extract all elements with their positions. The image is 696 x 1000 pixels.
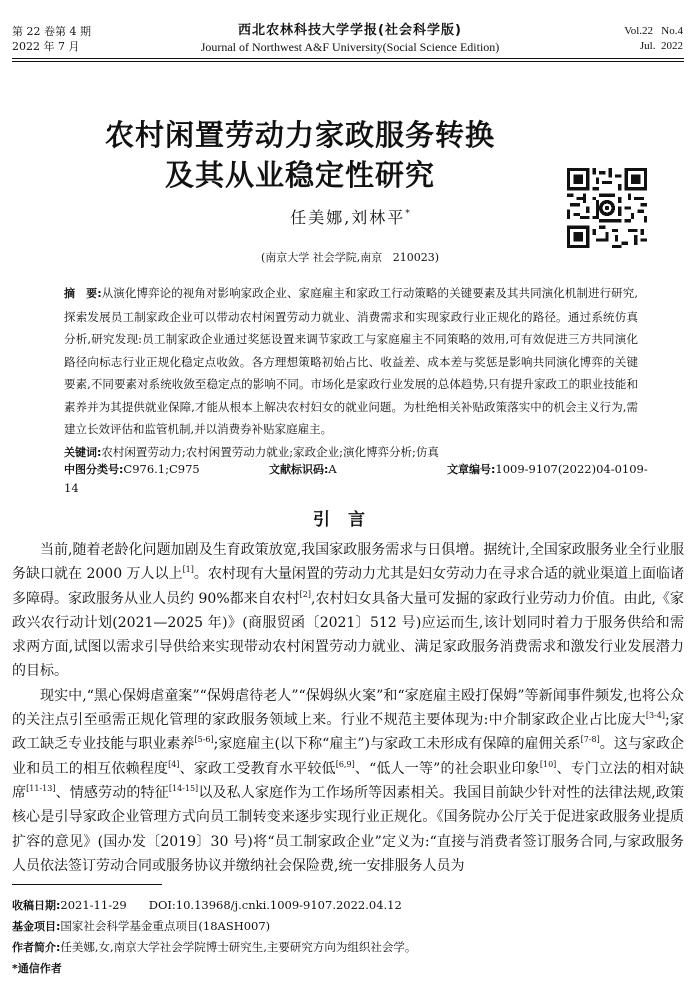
text-run: 、情感劳动的特征 <box>55 784 169 801</box>
text-run: ;家政工缺乏专业技能与职业素养 <box>12 712 684 753</box>
citation-ref[interactable]: [7-8] <box>580 735 600 745</box>
received-label: 收稿日期: <box>12 899 61 912</box>
article-number-value: 1009-9107(2022)04-0109-14 <box>64 462 648 495</box>
funding-value: 国家社会科学基金重点项目(18ASH007) <box>60 919 271 933</box>
text-run: ,农村妇女具备大量可发掘的家政行业劳动力价值。由此,《家政兴农行动计划(2021—2025 年)》(商服贸函〔2021〕512 号)应运而生,该计划同时着力于服务供给和需求两方面,试图以需求引导供给来实现带动农村闲置劳动力就业、满足家政服务消费需求和激发行业发展潜力的目标。 <box>12 590 684 680</box>
journal-name-en: Journal of Northwest A&F University(Social Science Edition) <box>200 40 500 54</box>
issue-volume: 第 22 卷第 4 期 <box>12 25 91 38</box>
paper-title-line1: 农村闲置劳动力家政服务转换 <box>104 118 495 152</box>
citation-ref[interactable]: [6,9] <box>335 759 355 769</box>
journal-name <box>150 22 550 55</box>
keywords-label: 关键词: <box>64 445 102 459</box>
paper-title-line2: 及其从业稳定性研究 <box>164 158 435 192</box>
body-text <box>12 538 684 878</box>
clc-label: 中图分类号: <box>64 463 124 476</box>
funding <box>12 916 684 937</box>
keywords-text: 农村闲置劳动力;农村闲置劳动力就业;家政企业;演化博弈分析;仿真 <box>101 444 439 459</box>
affiliation: (南京大学 社会学院,南京 210023) <box>260 251 440 264</box>
corresponding-label: *通信作者 <box>12 962 62 975</box>
doi[interactable]: DOI:10.13968/j.cnki.1009-9107.2022.04.12 <box>148 898 402 912</box>
author-bio <box>12 937 684 958</box>
text-run: 。这与家政企业和员工的相互依赖程度 <box>12 736 684 777</box>
text-run: 。农村现有大量闲置的劳动力尤其是妇女劳动力在寻求合适的就业渠道上面临诸多障碍。家政服务从业人员约 90%都来自农村 <box>12 566 684 607</box>
text-run: 、专门立法的相对缺席 <box>12 760 684 801</box>
funding-label: 基金项目: <box>12 920 61 933</box>
text-run: 、“低人一等”的社会职业印象 <box>354 760 540 777</box>
issue-date: 2022 年 7 月 <box>12 40 80 53</box>
doc-code-label: 文献标识码: <box>269 463 329 476</box>
corresponding-mark: * <box>405 209 410 219</box>
author-names: 任美娜,刘林平 <box>290 208 406 227</box>
issue-info <box>12 24 91 54</box>
paragraph <box>12 684 684 878</box>
abstract-text: 从演化博弈论的视角对影响家政企业、家庭雇主和家政工行动策略的关键要素及其共同演化机制进行研究,探索发展员工制家政企业可以带动农村闲置劳动力就业、消费需求和实现家政行业正规化的路径。通过系统仿真分析,研究发现:员工制家政企业通过奖惩设置来调节家政工与家庭雇主不同策略的效用,可有效促进三方共同演化路径向标志行业正规化稳定点收敛。各方理想策略初始占比、收益差、成本差与奖惩是影响共同演化博弈的关键要素,不同要素对系统收敛至稳定点的影响不同。市场化是家政行业发展的总体趋势,只有提升家政工的职业技能和素养并为其提供就业保障,才能从根本上解决农村妇女的就业问题。为杜绝相关补贴政策落实中的机会主义行为,需建立长效评估和监管机制,并以消费券补贴家庭雇主。 <box>64 286 638 436</box>
citation-ref[interactable]: [11-13] <box>26 783 56 793</box>
citation-ref[interactable]: [5-6] <box>194 735 214 745</box>
author-bio-value: 任美娜,女,南京大学社会学院博士研究生,主要研究方向为组织社会学。 <box>60 940 417 954</box>
header-rule <box>12 58 684 59</box>
qr-code-icon <box>567 168 647 248</box>
paragraph <box>12 538 684 684</box>
issue-date-en: Jul. 2022 <box>639 40 683 52</box>
citation-ref[interactable]: [2] <box>299 589 311 599</box>
clc-value: C976.1;C975 <box>123 462 200 476</box>
text-run: 现实中,“黑心保姆虐童案”“保姆虐待老人”“保姆纵火案”和“家庭雇主殴打保姆”等新闻事件频发,也将公众的关注点引至亟需正规化管理的家政服务领域上来。行业不规范主要体现为:中介制家政企业占比庞大 <box>12 687 684 729</box>
citation-ref[interactable]: [10] <box>539 759 557 769</box>
received-date: 2021-11-29 <box>60 898 127 912</box>
footnote-rule <box>12 884 162 885</box>
citation-ref[interactable]: [3-4] <box>645 711 665 721</box>
author-bio-label: 作者简介: <box>12 941 61 954</box>
text-run: ;家庭雇主(以下称“雇主”)与家政工未形成有保障的雇佣关系 <box>213 736 581 753</box>
issue-info-en <box>624 24 683 54</box>
journal-name-cn: 西北农林科技大学学报(社会科学版) <box>238 23 462 38</box>
citation-ref[interactable]: [1] <box>182 565 194 575</box>
volume-number-en: Vol.22 No.4 <box>624 25 683 37</box>
doc-code-value: A <box>328 462 337 476</box>
abstract-label: 摘 要: <box>64 287 102 300</box>
clc-field <box>64 460 269 479</box>
corresponding-author <box>12 958 684 979</box>
author-list <box>210 205 490 228</box>
article-number-label: 文章编号: <box>447 463 496 476</box>
footnotes <box>12 895 684 979</box>
doc-code-field <box>269 460 447 479</box>
abstract <box>64 282 638 464</box>
text-run: 以及私人家庭作为工作场所等因素相关。我国目前缺少针对性的法律法规,政策核心是引导家政企业管理方式向员工制转变来逐步实现行业正规化。《国务院办公厅关于促进家政服务业提质扩容的意见》(国办发〔2019〕30 号)将“员工制家政企业”定义为:“直接与消费者签订服务合同,与家政服务人员依法签订劳动合同或服务协议并缴纳社会保险费,统一安排服务人员为 <box>12 784 685 874</box>
text-run: 当前,随着老龄化问题加剧及生育政策放宽,我国家政服务需求与日俱增。据统计,全国家政服务业全行业服务缺口就在 2000 万人以上 <box>12 542 684 583</box>
citation-ref[interactable]: [14-15] <box>168 783 199 793</box>
citation-ref[interactable]: [4] <box>168 759 180 769</box>
section-title-introduction: 引言 <box>313 510 383 530</box>
received-and-doi <box>12 895 684 916</box>
text-run: 、家政工受教育水平较低 <box>179 760 336 777</box>
classification-row <box>64 460 654 497</box>
header-rule-thin <box>12 61 684 62</box>
